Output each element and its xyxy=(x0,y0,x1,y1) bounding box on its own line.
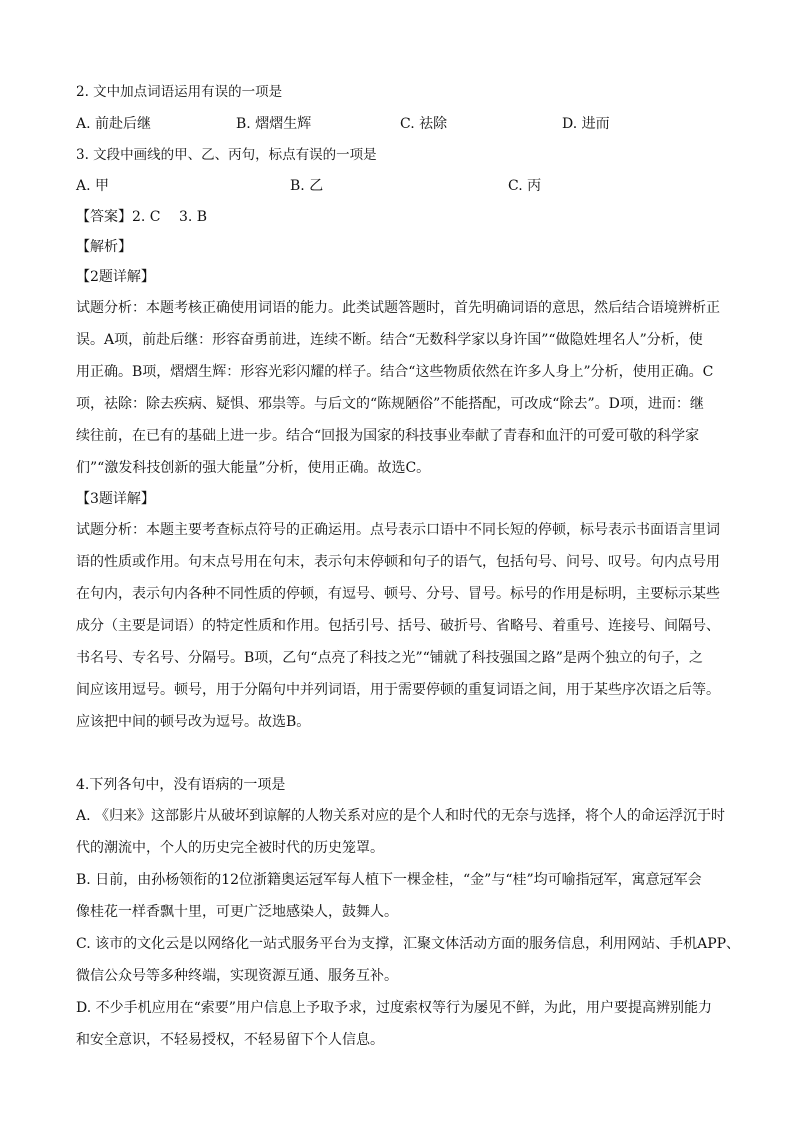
q3-option-b: B. 乙 xyxy=(290,178,324,194)
q2-option-c: C. 祛除 xyxy=(400,116,448,132)
q2-option-b: B. 熠熠生辉 xyxy=(236,116,312,132)
analysis-heading: 【解析】 xyxy=(76,239,132,255)
detail2-heading: 【2题详解】 xyxy=(76,269,155,285)
detail3-line: 语的性质或作用。句末点号用在句末，表示句末停顿和句子的语气，包括句号、问号、叹号。句内点号用 xyxy=(76,554,720,570)
q2-option-a: A. 前赴后继 xyxy=(76,116,152,132)
q3-stem: 3. 文段中画线的甲、乙、丙句，标点有误的一项是 xyxy=(76,147,377,163)
q4-option-line: A. 《归来》这部影片从破坏到谅解的人物关系对应的是个人和时代的无奈与选择，将个人的命运浮沉于时 xyxy=(76,808,726,824)
q2-option-d: D. 进而 xyxy=(562,116,610,132)
detail2-line: 项，祛除：除去疾病、疑惧、邪祟等。与后文的“陈规陋俗”不能搭配，可改成“除去”。D项，进而：继 xyxy=(76,396,704,412)
q3-option-a: A. 甲 xyxy=(76,178,110,194)
detail3-line: 应该把中间的顿号改为逗号。故选B。 xyxy=(76,714,311,730)
q4-option-line: 微信公众号等多种终端，实现资源互通、服务互补。 xyxy=(76,968,398,984)
q3-option-c: C. 丙 xyxy=(508,178,542,194)
detail2-line: 误。A项，前赴后继：形容奋勇前进，连续不断。结合“无数科学家以身许国”“做隐姓埋名人”分析，使 xyxy=(76,332,703,348)
q4-option-line: 代的潮流中，个人的历史完全被时代的历史笼罩。 xyxy=(76,840,384,856)
detail3-line: 成分（主要是词语）的特定性质和作用。包括引号、括号、破折号、省略号、着重号、连接号、间隔号、 xyxy=(76,618,720,634)
detail3-heading: 【3题详解】 xyxy=(76,491,155,507)
detail3-line: 在句内，表示句内各种不同性质的停顿，有逗号、顿号、分号、冒号。标号的作用是标明，主要标示某些 xyxy=(76,586,720,602)
q4-option-line: 和安全意识，不轻易授权，不轻易留下个人信息。 xyxy=(76,1032,384,1048)
q4-option-line: D. 不少手机应用在“索要”用户信息上予取予求，过度索权等行为屡见不鲜，为此，用户要提高辨别能力 xyxy=(76,1000,712,1016)
detail2-line: 们”“激发科技创新的强大能量”分析，使用正确。故选C。 xyxy=(76,460,431,476)
q4-stem: 4.下列各句中，没有语病的一项是 xyxy=(76,777,286,793)
q2-stem: 2. 文中加点词语运用有误的一项是 xyxy=(76,84,283,100)
q4-option-line: B. 日前，由孙杨领衔的12位浙籍奥运冠军每人植下一棵金桂，“金”与“桂”均可喻指冠军，寓意冠军会 xyxy=(76,872,702,888)
detail2-line: 续往前，在已有的基础上进一步。结合“回报为国家的科技事业奉献了青春和血汗的可爱可敬的科学家 xyxy=(76,428,700,444)
detail3-line: 书名号、专名号、分隔号。B项，乙句“点亮了科技之光”“铺就了科技强国之路”是两个独立的句子，之 xyxy=(76,650,703,666)
detail2-line: 用正确。B项，熠熠生辉：形容光彩闪耀的样子。结合“这些物质依然在许多人身上”分析，使用正确。C xyxy=(76,364,714,380)
answer-line: 【答案】2. C 3. B xyxy=(76,209,208,225)
detail2-line: 试题分析：本题考核正确使用词语的能力。此类试题答题时，首先明确词语的意思，然后结合语境辨析正 xyxy=(76,300,720,316)
detail3-line: 间应该用逗号。顿号，用于分隔句中并列词语，用于需要停顿的重复词语之间，用于某些序次语之后等。 xyxy=(76,682,720,698)
q4-option-line: 像桂花一样香飘十里，可更广泛地感染人，鼓舞人。 xyxy=(76,904,398,920)
detail3-line: 试题分析：本题主要考查标点符号的正确运用。点号表示口语中不同长短的停顿，标号表示书面语言里词 xyxy=(76,522,720,538)
q4-option-line: C. 该市的文化云是以网络化一站式服务平台为支撑，汇聚文体活动方面的服务信息，利用网站、手机APP、 xyxy=(76,936,741,952)
